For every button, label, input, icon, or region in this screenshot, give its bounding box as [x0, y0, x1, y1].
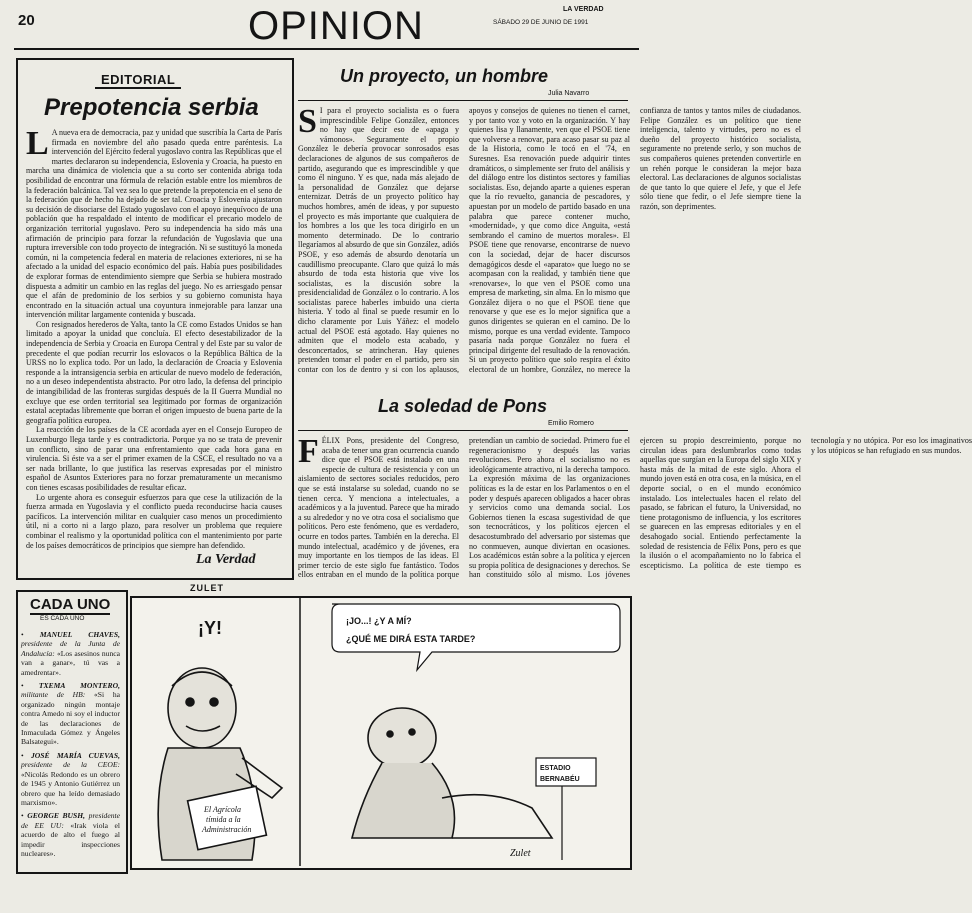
svg-text:El Agrícola: El Agrícola [204, 805, 241, 814]
editorial-dropcap: L [26, 125, 49, 162]
article1-text: S I para el proyecto socialista es o fuera imprescindible Felipe González, entonces no hay que decir eso de «apaga y vámonos». Seguramente el propio González le debería provocar sonrosados esas declaraciones de algunos de sus compañeros de partido, asegurando que es imprescindible y que como él ninguno. Y es que, nada más alejado de la personalidad de González que dejarse enternizar. Detrás de un proyecto político hay muchos hombres, amén de ideas, y por supuesto el proyecto es más importante que cualquiera de los hombres a los que les toca dirigirlo en un momento determinado. De lo contrario llegaríamos al absurdo de que sin González, adiós PSOE, y eso además de absurdo denotaría un caudillismo preocupante. Claro que quizá lo más absurdo de toda esta historia que vive los socialistas, es la discusión sobre la presidencialidad de González o lo contrario. A los socialistas parece haberles imbuido una cierta histeria. Y todo al final se puede resumir en lo dicho claramente por Luis Yáñez: el modelo actual del PSOE está agotado. Hay quienes no admiten que el modelo esta acabado, y desconcertados, se atrincheran. Hay quienes pretenden tomar el poder en el partido, pero sin contar con los de dentro y si con los aplausos, apoyos y consejos de quienes no tienen el carnet, y por tanto voz y voto en la organización. Y hay quienes lisa y llanamente, ven que el PSOE tiene que volverse a renovar, para acaso pasar su paz al de la Historia, como le tocó en el '74, en Suresnes. Esa renovación puede adquirir tintes dramáticos, o simplemente ser fruto del análisis y del diálogo entre los distintos sectores y familias socialistas. Eso, dejando aparte a quienes esperan que la río revuelto, ganancia de pescadores, y apuestan por un modelo de partido basado en una palabra que parece contener mucho, «modernidad», y que como dice Anguita, «está sembrando el camino de muertos morales». El PSOE tiene que renovarse, encontrarse de nuevo con la sociedad, dejar de hacer discursos demagógicos desde el «aparato» que luego no se acompasan con la realidad, y también tiene que «renovarse», lo que ven el PSOE como una empresa de marketing, sin alma. En lo mismo que González dijera o no que el PSOE tiene que renovarse y que ese es lo mejor significa que a gunos dirigentes se quieran en el camino. De lo mismo, porque es una verdad evidente. Tampoco pasaría nada porque González no fuera el principal dirigente del resultado de la renovación. Si un proyecto político que solo respira el éxito electoral de un hombre, González, no merece la confianza de tantos y tantos miles de ciudadanos. Felipe González es un político que tiene inteligencia, talento y virtudes, pero no es el dueño del proyecto histórico socialista, seguramente no pretende serlo, y son muchos de sus compañeros quienes pretenden convertirle en un rehén porque le consideran la mejor baza electoral. Las declaraciones de algunos socialistas de que tanto lo que quiere el Jefe, y que el Jefe sólo tiene que fedir, o el Jefe siempre tiene la razón, son deprimentes. [298, 103, 801, 375]
newspaper-brand: LA VERDAD [563, 6, 604, 13]
article2-byline-rule [298, 430, 628, 431]
editorial-paragraph: La reacción de los países de la CE acordada ayer en el Consejo Europeo de Luxemburgo llega tarde y es contradictoria. Porque ya no se trata de prevenir un conflicto, sino de parar una enfrentamiento que cada hora gana en virulencia. Si éste va a ser el primer examen de la CSCE, el resultado no va a ser nada brillante, lo que justifica las reservas expresadas por el ministro español de Asuntos Exteriores para no forzar prematuramente un mecanismo con tienes escasas posibilidades de resultar eficaz. [26, 425, 282, 492]
speech-line-1: ¡JO...! ¿Y A MÍ? [346, 616, 412, 626]
svg-text:tímida a la: tímida a la [206, 815, 241, 824]
editorial-body [26, 125, 282, 550]
cartoon-signature: Zulet [510, 848, 531, 859]
stadium-line-1: ESTADIO [540, 765, 571, 772]
stadium-line-2: BERNABÉU [540, 776, 580, 783]
page-number: 20 [18, 12, 35, 29]
sign-left: ¡Y! [198, 618, 222, 638]
article2-byline: Emilio Romero [548, 420, 594, 427]
editorial-paragraph: Lo urgente ahora es conseguir esfuerzos para que cese la utilización de la fuerza armada en Yugoslavia y el conflicto pueda reconducirse hacia causes pacíficos. La intervención militar en cualquier caso menos un procedimiento útil, ni a corto ni a largo plazo, para resolver un problema que requiere combinar el realismo y la oportunidad política con el mantenimiento por parte de los países democráticos de principios que siempre han defendido. [26, 492, 282, 550]
article2-text: FÉLIX Pons, presidente del Congreso, acaba de tener una gran ocurrencia cuando dice que el PSOE está instalado en una especie de cultura de resistencia y con un aislamiento de sectores sociales reducidos, pero que se está instalarse su soledad, cuando no se tienen cerca. Y menciona a intelectuales, a académicos y a la juventud. Parece que ha mirado a su alrededor y no ve otra cosa el socialismo que políticos. Pero este fenómeno, que es verdadero, ocurre en todos partes. También en la derecha. El mundo intelectual, académico y de jóvenes, era muy importante en los tiempos de las ideas. El primer tercio de este siglo fue fantástico. Todos ellos entraban en el mundo de la política porque pretendían un cambio de sociedad. Primero fue el regeneracionismo y después las varias revoluciones. Pero ahora el socialismo no es ideológicamente atractivo, ni la derecha tampoco. La expresión máxima de las organizaciones políticas es la de estar en los Parlamentos o en el poder y después aparecen obligados a hacer obras y servicios como una demanda social. Los Gobiernos tienen la escasa sugestividad de que son tecnocráticos, y los políticos ejercen el desacostumbrado del adversario por sistemas que no conmueven, aunque diviertan en ocasiones. Los académicos están sobre a la política y ejercen su propia política de designaciones y derechos. Se han constituido sólo al mismo. Los jóvenes ejercen su propio descreimiento, porque no circulan ideas para deslumbrarlos como todas aquellas que surgían en la Europa del siglo XIX y hasta más de la mitad de este siglo. Ahora el mundo joven está en otra cosa, en la música, en el deporte social, o en el mundo económico instalado. Los intelectuales hacen el relato del pasado, se fabrican el futuro, la Universidad, no tiene protagonismo de influencia, y los escritores se guarecen en las empresas editoriales y en el desahogado social. Entiendo perfectamente la soledad de resistencia de Félix Pons, pero es que la ilusión o el acompañamiento no lo fabrica el escepticismo. La política de este tiempo es tecnología y no utópica. Por eso los imaginativos y los utópicos se han refugiado en sus mundos. [298, 433, 972, 580]
article1-body [298, 103, 801, 384]
article1-dropcap: S [298, 103, 317, 140]
issue-date: SÁBADO 29 DE JUNIO DE 1991 [493, 19, 589, 26]
article1-byline: Julia Navarro [548, 90, 590, 97]
article2-dropcap: F [298, 433, 319, 470]
cartoon-artist: ZULET [190, 583, 224, 593]
stadium-sign [536, 758, 596, 860]
list-item: • GEORGE BUSH, presidente de EE UU: «Irak viola el acuerdo de alto el fuego al impedir inspecciones nucleares». [21, 811, 121, 858]
reclining-figure-icon [352, 708, 552, 838]
list-item: • TXEMA MONTERO, militante de HB: «Si ha organizado ningún montaje contra Amedo ni soy el inductor de las declaraciones de Inmaculada Gómez y Ángeles Balsategui». [21, 681, 120, 747]
article1-byline-rule [298, 100, 628, 101]
article2-body [298, 433, 972, 582]
cada-uno-subtitle: ES CADA UNO [40, 615, 85, 622]
section-title: OPINION [248, 4, 424, 48]
editorial-label: EDITORIAL [95, 72, 181, 89]
header-rule [14, 48, 639, 50]
cada-uno-list [21, 630, 120, 866]
cada-uno-title: CADA UNO [30, 596, 111, 613]
list-item: • JOSÉ MARÍA CUEVAS, presidente de la CEOE: «Nicolás Redondo es un obrero de 1945 y Antonio Gutiérrez un obrero que ha leído demasiado marxismo». [21, 750, 120, 807]
svg-text:Administración: Administración [202, 825, 252, 834]
editorial-paragraph: Con resignados herederos de Yalta, tanto la CE como Estados Unidos se han limitado a apoyar la unidad que concluía. El efecto desestabilizador de la independencia de Serbia y Croacia en Europa Central y del Este par su valor de precedente el que podían recurrir los eslovacos o la República Báltica de la URSS no lo explica todo. Por un lado, la declaración de Croacia y Eslovenia responde a la intransigencia serbia en articular de nuevo modelo de federación, no a un deseo independentista abstracto. Por otro lado, la defensa del principio de intangibilidad de las fronteras surgidas después de la II Guerra Mundial no excluye que ese orden territorial sea legitimado por formas de organización estatal aceptadas libremente que borran el origen impuesto de buena parte de la geografía política europea. [26, 319, 282, 425]
cartoon-illustration [132, 598, 628, 866]
speech-line-2: ¿QUÉ ME DIRÁ ESTA TARDE? [346, 634, 476, 644]
list-item: • MANUEL CHAVES, presidente de la Junta de Andalucía: «Los asesinos nunca van a ganar», tú vas a amedrentar». [21, 630, 120, 677]
article1-headline: Un proyecto, un hombre [340, 66, 549, 86]
editorial-signature: La Verdad [196, 552, 256, 567]
article2-headline: La soledad de Pons [378, 396, 548, 416]
editorial-paragraph: L A nueva era de democracia, paz y unidad que suscribía la Carta de París firmada en noviembre del año pasado queda entre paréntesis. La intervención del Ejército federal yugoslavo contra las Repúblicas que el martes declararon su independencia, Eslovenia y Croacia, ha puesto en marcha una dinámica de violencia que a su corto ser contenida abriga toda posibilidad de encontrar una fórmula de relación estable entre los miembros de la federación balcánica. Tal vez sea lo que pretende la prepotencia en el seno de la federación que de hecho ha dejado de ser tal. Croacia y Eslovenia ajustaron su decisión de disociarse del Estado yugoslavo con el apoyo inequívoco de una población que ha respaldado el intento de modificar el precario modelo de organización territorial yugoslavo. Pero su independencia ha sido más una afirmación de principio para forzar la refundación de Yugoslavia que una ruptura irreversible con todo proyecto de integración. Ni se sustituyó la moneda común, ni la competencia federal en materia de relaciones exteriores, ni se ha afectado a la unidad del espacio económico del país. Había pues posibilidades de explorar formas de entendimiento siempre que Serbia se hubiera mostrado dispuesta a admitir un cambio en las reglas del juego. No es arriesgado pensar que el afán de predominio de los serbios y su gobierno comunista haya encontrado en la situación actual una coyuntura inmejorable para lanzar una intervención militar largamente contenida y buscada. [26, 125, 282, 320]
editorial-headline: Prepotencia serbia [44, 94, 259, 121]
